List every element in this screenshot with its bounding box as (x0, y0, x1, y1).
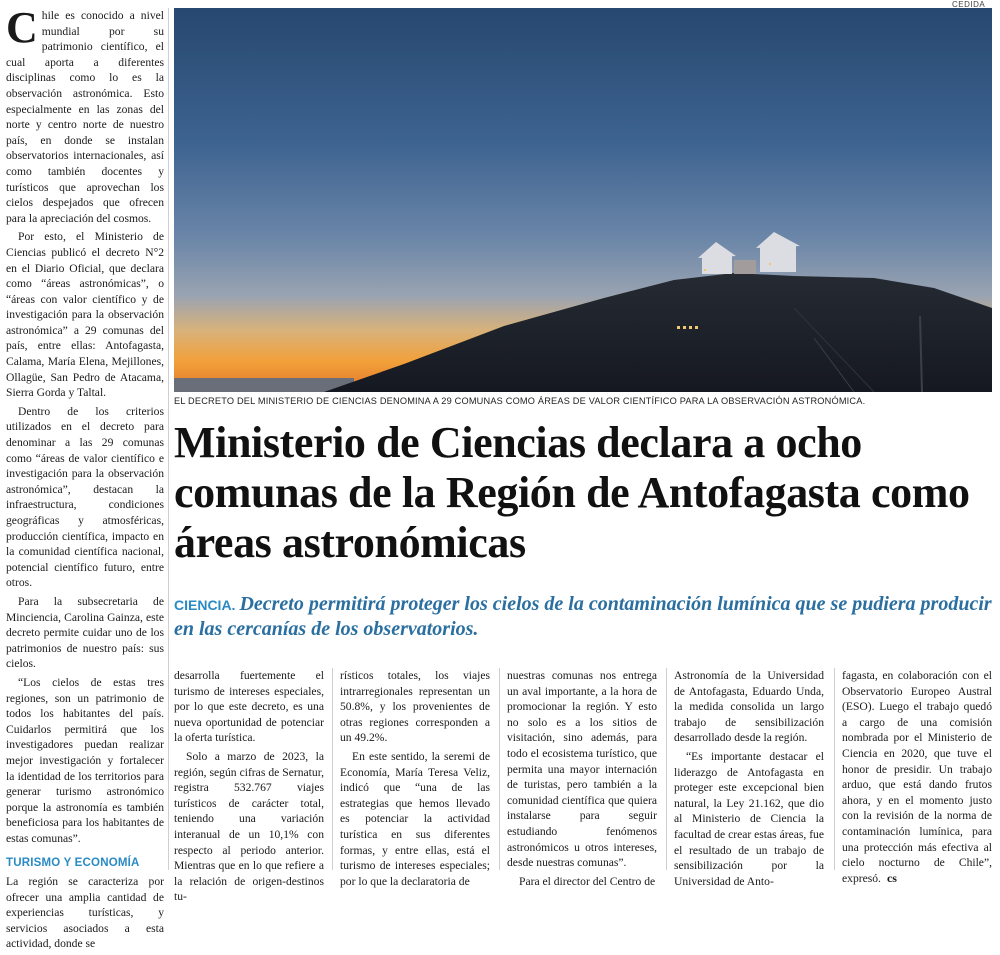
section-kicker: CIENCIA. (174, 597, 236, 613)
lead-paragraph (6, 3, 164, 226)
body-column-1 (174, 668, 324, 908)
paragraph: Para la subsecretaria de Minciencia, Carolina Gainza, este decreto permite cuidar uno de los patrimonios de nuestro país: sus cielos. (6, 594, 164, 671)
deck (174, 592, 994, 641)
paragraph: rísticos totales, los viajes intrarregionales representan un 50.8%, y los provenientes de otras regiones corresponden a un 49.2%. (340, 669, 490, 745)
paragraph (842, 668, 992, 886)
paragraph: En este sentido, la seremi de Economía, María Teresa Veliz, indicó que “una de las estrategias que hemos llevado es potenciar la actividad turística en sus diferentes formas, y entre ellas, está el turismo de intereses especiales; por lo que la declaratoria de (340, 749, 490, 888)
dropcap: C (6, 3, 38, 52)
paragraph: “Es importante destacar el liderazgo de Antofagasta en proteger este excepcional bien natural, la Ley 21.162, que dio al Ministerio de Ciencia la facultad de crear estas áreas, fue el resultado de un trabajo de sensibilización por la Universidad de Anto- (674, 749, 824, 888)
article-photo (174, 8, 992, 392)
paragraph: desarrolla fuertemente el turismo de intereses especiales, por lo que este decreto, es una nueva oportunidad de potenciar la oferta turística. (174, 669, 324, 745)
paragraph: nuestras comunas nos entrega un aval importante, a la hora de promocionar la región. Y esto no solo es a los sitios de visitación, sino además, para todo el ecosistema turístico, que permita una mayor internación de turistas, pero también a la comunidad científica que quiera instalarse para seguir estudiando fenómenos astronómicos u otros intereses, desde nuestras comunas”. (507, 669, 657, 870)
paragraph: Solo a marzo de 2023, la región, según cifras de Sernatur, registra 532.767 viajes turísticos de carácter total, teniendo una variación interanual de un 10,1% con respecto al periodo anterior. Mientras que en lo que refiere a la relación de origen-destinos tu- (174, 749, 324, 904)
body-column-2 (340, 668, 490, 892)
closing-text: fagasta, en colaboración con el Observatorio Europeo Austral (ESO). Luego el trabajo quedó a cargo de una comisión nombrada por el Ministerio de Ciencia en 2020, que tuve el honor de presidir. Un trabajo arduo, que está dando frutos ahora, y en el momento justo con la revisión de la norma de contaminación lumínica, para una protección más efectiva al cielo nocturno de Chile”, expresó. (842, 669, 992, 885)
column-divider (168, 8, 169, 870)
photo-credit: CEDIDA (952, 0, 986, 9)
deck-text: Decreto permitirá proteger los cielos de la contaminación lumínica que se pudiera producir en las cercanías de los observatorios. (174, 593, 992, 640)
paragraph: Dentro de los criterios utilizados en el decreto para denominar a las 29 comunas como “áreas de valor científico e investigación para la observación astronómica”, destacan la infraestructura, condiciones geográficas y atmosféricas, producción científica, impacto en la comunidad científica nacional, potencial científico futuro, entre otros. (6, 404, 164, 590)
end-mark: cs (886, 870, 897, 885)
body-column-4 (674, 668, 824, 892)
paragraph: “Los cielos de estas tres regiones, son un patrimonio de todos los habitantes del país. Cuidarlos permitirá que los investigadores puedan realizar mejor investigación y fortalecer la identidad de los territorios para generar turismo astronómico porque la astronomía es también beneficiosa para los habitantes de estas comunas”. (6, 675, 164, 845)
headline: Ministerio de Ciencias declara a ocho comunas de la Región de Antofagasta como áreas astronómicas (174, 418, 970, 567)
body-column-5 (842, 668, 992, 889)
paragraph: Por esto, el Ministerio de Ciencias publicó el decreto N°2 en el Diario Oficial, que declara como “áreas astronómicas”, o “áreas con valor científico y de investigación para la observación astronómica” a 29 comunas del país, entre ellas: Antofagasta, Calama, María Elena, Mejillones, Ollagüe, San Pedro de Atacama, Sierra Gorda y Taltal. (6, 230, 164, 400)
column-divider (332, 668, 333, 870)
column-divider (666, 668, 667, 870)
photo-caption: EL DECRETO DEL MINISTERIO DE CIENCIAS DENOMINA A 29 COMUNAS COMO ÁREAS DE VALOR CIENTÍFICO PARA LA OBSERVACIÓN ASTRONÓMICA. (174, 396, 866, 406)
column-divider (499, 668, 500, 870)
column-divider (834, 668, 835, 870)
observatory-sunset-image (174, 8, 992, 392)
paragraph: Astronomía de la Universidad de Antofagasta, Eduardo Unda, la medida consolida un largo trabajo de sensibilización desarrollado desde la región. (674, 669, 824, 745)
section-subhead: TURISMO Y ECONOMÍA (6, 857, 140, 870)
paragraph: La región se caracteriza por ofrecer una amplia cantidad de experiencias turísticas, y servicios asociados a esta actividad, donde se (6, 875, 164, 951)
left-column (6, 3, 164, 955)
lead-text: hile es conocido a nivel mundial por su patrimonio científico, el cual aporta a diferentes disciplinas como lo es la observación astronómica. Esto especialmente en las zonas del norte y centro norte de nuestro país, en donde se instalan observatorios internacionales, así como también docentes y turísticos que aprovechan los cielos despejados que ofrecen para la apreciación del cosmos. (6, 9, 164, 225)
paragraph: Para el director del Centro de (519, 874, 656, 888)
body-column-3 (507, 668, 657, 892)
